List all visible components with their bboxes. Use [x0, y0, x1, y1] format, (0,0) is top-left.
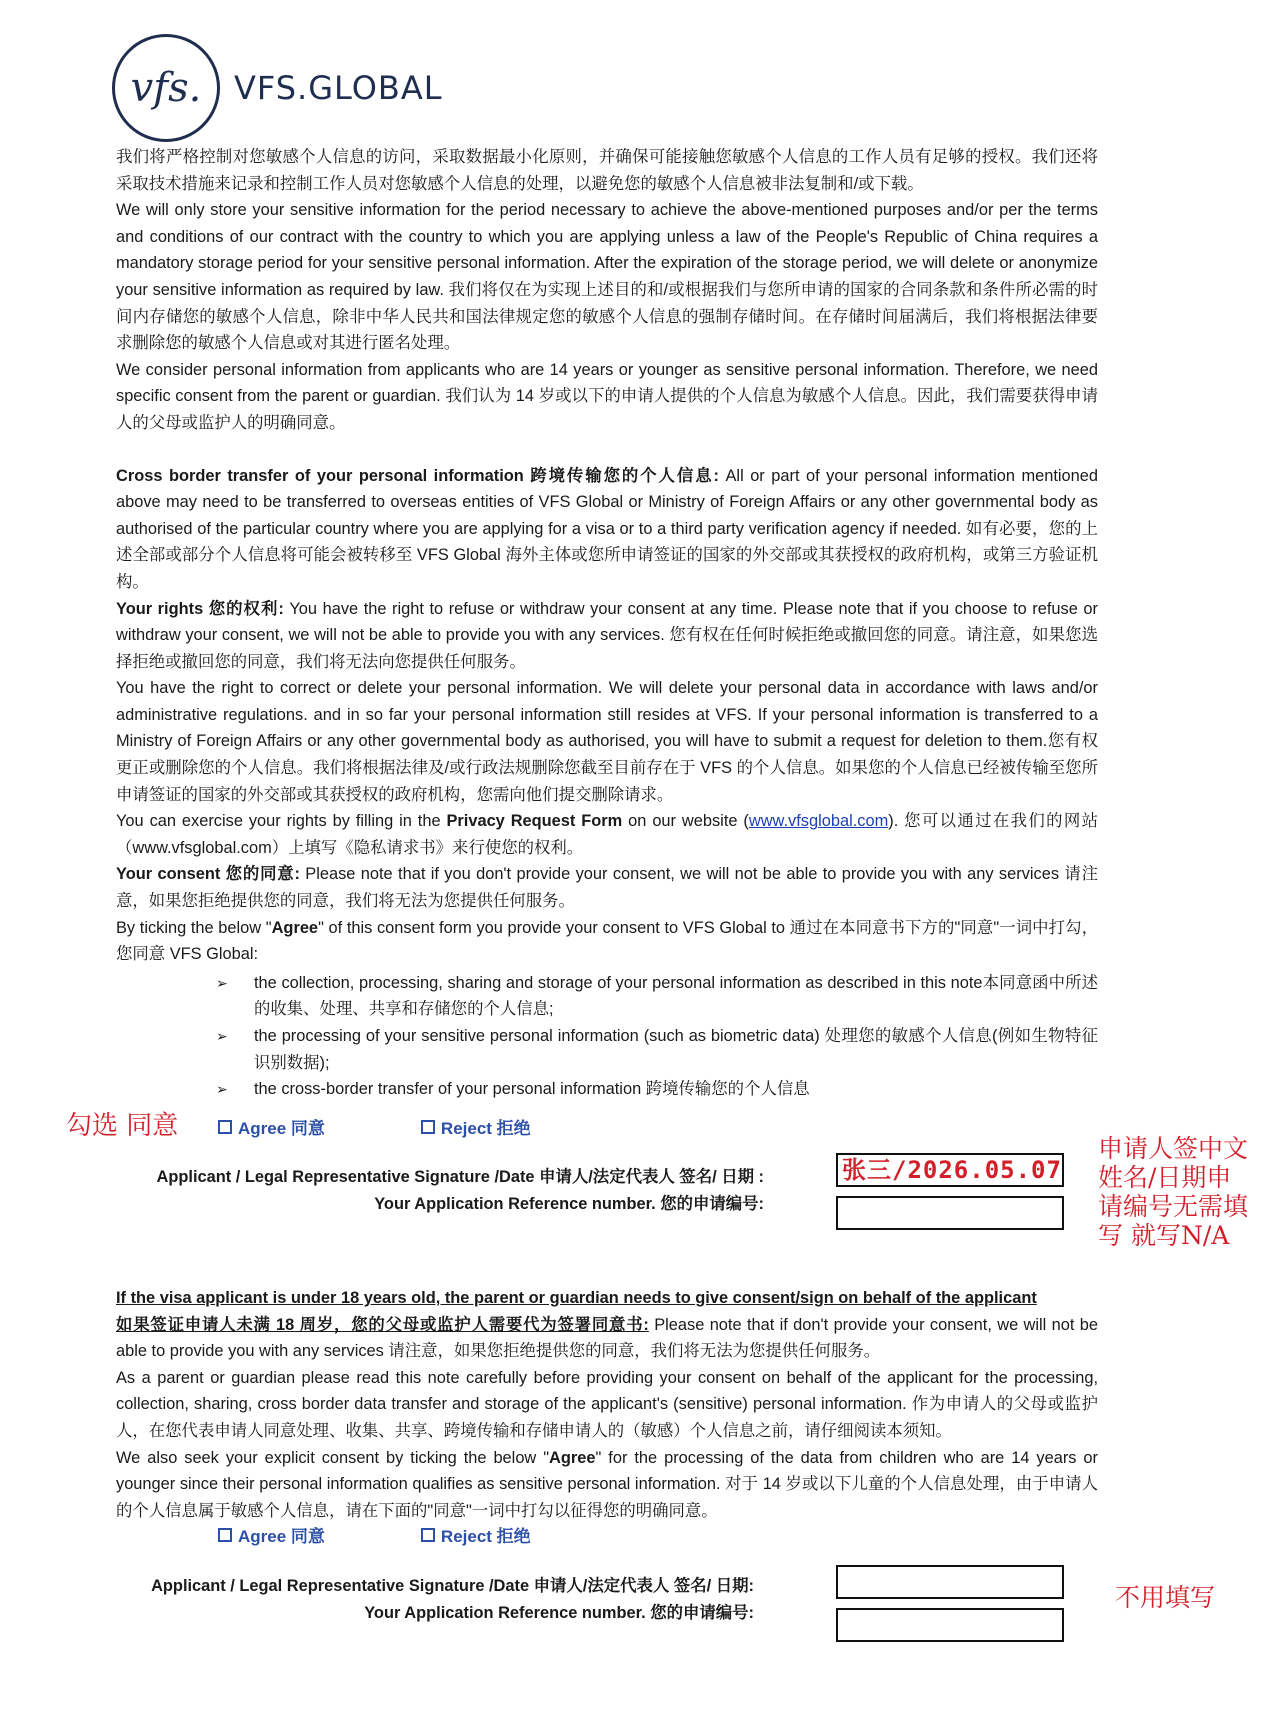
- paragraph-exercise-rights: You can exercise your rights by filling in the Privacy Request Form on our website (www.vfsglobal.com). 您可以通过在我们的网站（www.vfsglobal.com）上填写《隐私请求书》来行使您的权利。: [116, 812, 1098, 857]
- annotation-tick-agree: 勾选 同意: [66, 1111, 179, 1141]
- checkbox-icon: [218, 1120, 232, 1134]
- minor-consent-options: [218, 1522, 531, 1547]
- signature-label: Applicant / Legal Representative Signature /Date 申请人/法定代表人 签名/ 日期 :: [156, 1168, 764, 1186]
- vfs-logo-text: VFS.GLOBAL: [234, 69, 443, 107]
- list-item: ➢ the processing of your sensitive personal information (such as biometric data) 处理您的敏感个人信息(例如生物特征识别数据);: [216, 1023, 1098, 1076]
- checkbox-icon: [421, 1528, 435, 1542]
- minor-reference-number-label: Your Application Reference number. 您的申请编号:: [364, 1604, 754, 1622]
- reference-number-field[interactable]: [836, 1196, 1064, 1230]
- list-item: ➢ the collection, processing, sharing and storage of your personal information as described in this note本同意函中所述的收集、处理、共享和存储您的个人信息;: [216, 970, 1098, 1023]
- minor-heading: If the visa applicant is under 18 years old, the parent or guardian needs to give consent/sign on behalf of the applicant 如果签证申请人未满 18 周岁，您的父母或监护人需要代为签署同意书: Please note that if don't provide your consent, we will not be able to provide you with any services 请注意，如果您拒绝提供您的同意，我们将无法为您提供任何服务。: [116, 1289, 1099, 1361]
- list-item: ➢ the cross-border transfer of your personal information 跨境传输您的个人信息: [216, 1076, 1098, 1103]
- consent-bullet-list: [216, 970, 1098, 1103]
- annotation-sign-note: 申请人签中文姓名/日期申请编号无需填写 就写N/A: [1098, 1134, 1249, 1250]
- paragraph-correct-delete: You have the right to correct or delete your personal information. We will delete your personal data in accordance with laws and/or administrative regulations. and in so far your personal information still resides at VFS. If your personal information is transferred to a Ministry of Foreign Affairs or any other governmental body as authorised, you will have to submit a request for deletion to them.您有权更正或删除您的个人信息。我们将根据法律及/或行政法规删除您截至目前存在于 VFS 的个人信息。如果您的个人信息已经被传输至您所申请签证的国家的外交部或其获授权的政府机构，您需向他们提交删除请求。: [116, 679, 1098, 804]
- paragraph-parent-read: As a parent or guardian please read this note carefully before providing your consent on behalf of the applicant for the processing, collection, sharing, cross border data transfer and storage of the applicant's (sensitive) personal information. 作为申请人的父母或监护人，在您代表申请人同意处理、收集、共享、跨境传输和存储申请人的（敏感）个人信息之前，请仔细阅读本须知。: [116, 1368, 1098, 1440]
- arrow-bullet-icon: ➢: [216, 1081, 228, 1098]
- paragraph-your-consent: Your consent 您的同意: Please note that if you don't provide your consent, we will not be able to provide you with any services 请注意，如果您拒绝提供您的同意，我们将无法为您提供任何服务。: [116, 865, 1098, 911]
- minor-signature-label: Applicant / Legal Representative Signature /Date 申请人/法定代表人 签名/ 日期:: [151, 1577, 754, 1595]
- minor-section: [116, 1285, 1098, 1524]
- paragraph-your-rights: Your rights 您的权利: You have the right to refuse or withdraw your consent at any time. Please note that if you choose to refuse or withdraw your consent, we will not be able to provide you with any services. 您有权在任何时候拒绝或撤回您的同意。请注意，如果您选择拒绝或撤回您的同意，我们将无法向您提供任何服务。: [116, 599, 1098, 671]
- consent-options: [218, 1114, 531, 1139]
- your-rights-heading: Your rights 您的权利:: [116, 599, 284, 618]
- reference-number-label: Your Application Reference number. 您的申请编号:: [374, 1195, 764, 1213]
- vfs-logo-mark: vfs.: [112, 34, 220, 142]
- minor-signature-field[interactable]: [836, 1565, 1064, 1599]
- arrow-bullet-icon: ➢: [216, 1028, 228, 1044]
- paragraph-cross-border: Cross border transfer of your personal information 跨境传输您的个人信息: All or part of your personal information mentioned above may need to be transferred to overseas entities of VFS Global or Ministry of Foreign Affairs or any other governmental body as authorised of the particular country where you are applying for a visa or to a third party verification agency if needed. 如有必要，您的上述全部或部分个人信息将可能会被转移至 VFS Global 海外主体或您所申请签证的国家的外交部或其获授权的政府机构，或第三方验证机构。: [116, 466, 1099, 591]
- checkbox-icon: [421, 1120, 435, 1134]
- paragraph-storage: We will only store your sensitive information for the period necessary to achieve the above-mentioned purposes and/or per the terms and conditions of our contract with the country to which you are applying unless a law of the People's Republic of China requires a mandatory storage period for your sensitive personal information. After the expiration of the storage period, we will delete or anonymize your sensitive information as required by law. 我们将仅在为实现上述目的和/或根据我们与您所申请的国家的合同条款和条件所必需的时间内存储您的敏感个人信息，除非中华人民共和国法律规定您的敏感个人信息的强制存储时间。在存储时间届满后，我们将根据法律要求删除您的敏感个人信息或对其进行匿名处理。: [116, 201, 1098, 353]
- minor-reference-number-field[interactable]: [836, 1608, 1064, 1642]
- privacy-request-form: Privacy Request Form: [446, 812, 623, 831]
- minor-reject-checkbox[interactable]: Reject 拒绝: [421, 1522, 531, 1547]
- signature-field[interactable]: [836, 1153, 1064, 1187]
- arrow-bullet-icon: ➢: [216, 974, 228, 991]
- vfsglobal-link[interactable]: www.vfsglobal.com: [748, 812, 889, 831]
- checkbox-icon: [218, 1528, 232, 1542]
- your-consent-heading: Your consent 您的同意:: [116, 865, 300, 884]
- paragraph-access-control: 我们将严格控制对您敏感个人信息的访问，采取数据最小化原则，并确保可能接触您敏感个人信息的工作人员有足够的授权。我们还将采取技术措施来记录和控制工作人员对您敏感个人信息的处理，以避免您的敏感个人信息被非法复制和/或下载。: [116, 148, 1098, 193]
- paragraph-explicit-consent: We also seek your explicit consent by ticking the below "Agree" for the processing of the data from children who are 14 years or younger since their personal information qualifies as sensitive personal information. 对于 14 岁或以下儿童的个人信息处理，由于申请人的个人信息属于敏感个人信息，请在下面的"同意"一词中打勾以征得您的明确同意。: [116, 1448, 1098, 1520]
- annotation-no-fill: 不用填写: [1115, 1583, 1216, 1612]
- signature-value: 张三/2026.05.07: [842, 1156, 1062, 1184]
- paragraph-minors-sensitive: We consider personal information from applicants who are 14 years or younger as sensitive personal information. Therefore, we need specific consent from the parent or guardian. 我们认为 14 岁或以下的申请人提供的个人信息为敏感个人信息。因此，我们需要获得申请人的父母或监护人的明确同意。: [116, 360, 1098, 432]
- paragraph-ticking: By ticking the below "Agree" of this consent form you provide your consent to VFS Global to 通过在本同意书下方的"同意"一词中打勾，您同意 VFS Global:: [116, 918, 1099, 964]
- cross-border-heading: Cross border transfer of your personal information 跨境传输您的个人信息:: [116, 466, 719, 485]
- reject-checkbox[interactable]: Reject 拒绝: [421, 1114, 531, 1139]
- vfs-logo: [112, 34, 443, 142]
- agree-checkbox[interactable]: Agree 同意: [218, 1114, 325, 1139]
- consent-document-body: [116, 144, 1098, 1103]
- minor-agree-checkbox[interactable]: Agree 同意: [218, 1522, 325, 1547]
